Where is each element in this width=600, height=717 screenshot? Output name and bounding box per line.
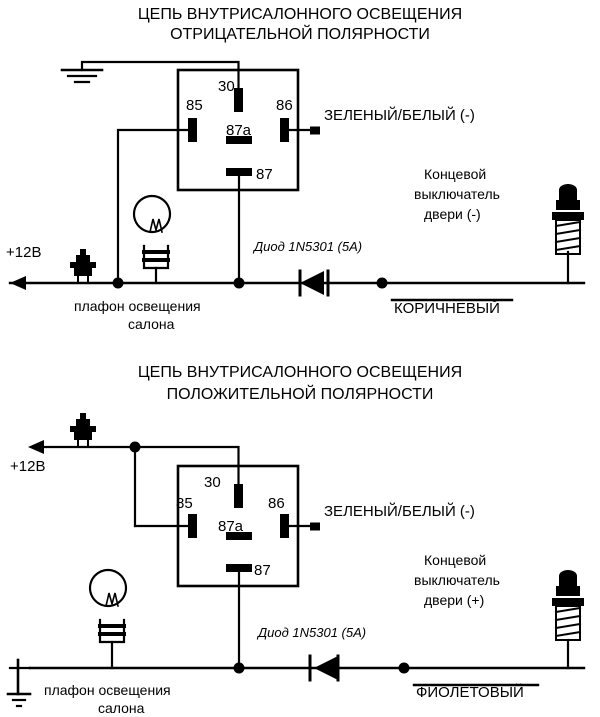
bottom-door-switch-line3: двери (+) <box>424 592 485 608</box>
top-door-switch-line3: двери (-) <box>424 206 481 222</box>
top-pin-86: 86 <box>276 97 293 114</box>
top-title-line1: ЦЕПЬ ВНУТРИСАЛОННОГО ОСВЕЩЕНИЯ <box>137 6 463 23</box>
top-pin-87: 87 <box>256 166 273 183</box>
top-power-label: +12В <box>6 244 42 261</box>
bottom-door-switch-line1: Концевой <box>424 552 487 568</box>
top-pin-85: 85 <box>186 97 203 114</box>
top-door-switch-line1: Концевой <box>424 166 487 182</box>
bottom-title-line1: ЦЕПЬ ВНУТРИСАЛОННОГО ОСВЕЩЕНИЯ <box>137 364 463 381</box>
top-door-switch-line2: выключатель <box>414 186 500 202</box>
bottom-power-label: +12В <box>10 458 46 475</box>
bottom-title-line2: ПОЛОЖИТЕЛЬНОЙ ПОЛЯРНОСТИ <box>166 386 434 403</box>
top-bottom-wire-label: КОРИЧНЕВЫЙ <box>394 300 500 317</box>
top-diode-label: Диод 1N5301 (5А) <box>254 239 363 254</box>
bottom-pin-30: 30 <box>204 474 221 491</box>
top-pin-87a: 87a <box>226 122 252 139</box>
top-pin-30: 30 <box>218 78 235 95</box>
bottom-wire-label: ФИОЛЕТОВЫЙ <box>416 684 524 701</box>
top-dome-lamp-line2: салона <box>128 316 175 332</box>
bottom-pin-87: 87 <box>254 562 271 579</box>
bottom-door-switch-line2: выключатель <box>414 572 500 588</box>
top-dome-lamp-line1: плафон освещения <box>74 298 201 314</box>
bottom-dome-lamp-line1: плафон освещения <box>44 682 171 698</box>
top-title-line2: ОТРИЦАТЕЛЬНОЙ ПОЛЯРНОСТИ <box>170 26 430 43</box>
bottom-pin-86: 86 <box>268 495 285 512</box>
bottom-green-white-wire-label: ЗЕЛЕНЫЙ/БЕЛЫЙ (-) <box>324 503 475 520</box>
bottom-dome-lamp-line2: салона <box>98 700 145 716</box>
top-green-white-wire-label: ЗЕЛЕНЫЙ/БЕЛЫЙ (-) <box>324 107 475 124</box>
bottom-pin-85: 85 <box>176 495 193 512</box>
bottom-pin-87a: 87a <box>218 518 244 535</box>
bottom-diode-label: Диод 1N5301 (5А) <box>258 625 367 640</box>
